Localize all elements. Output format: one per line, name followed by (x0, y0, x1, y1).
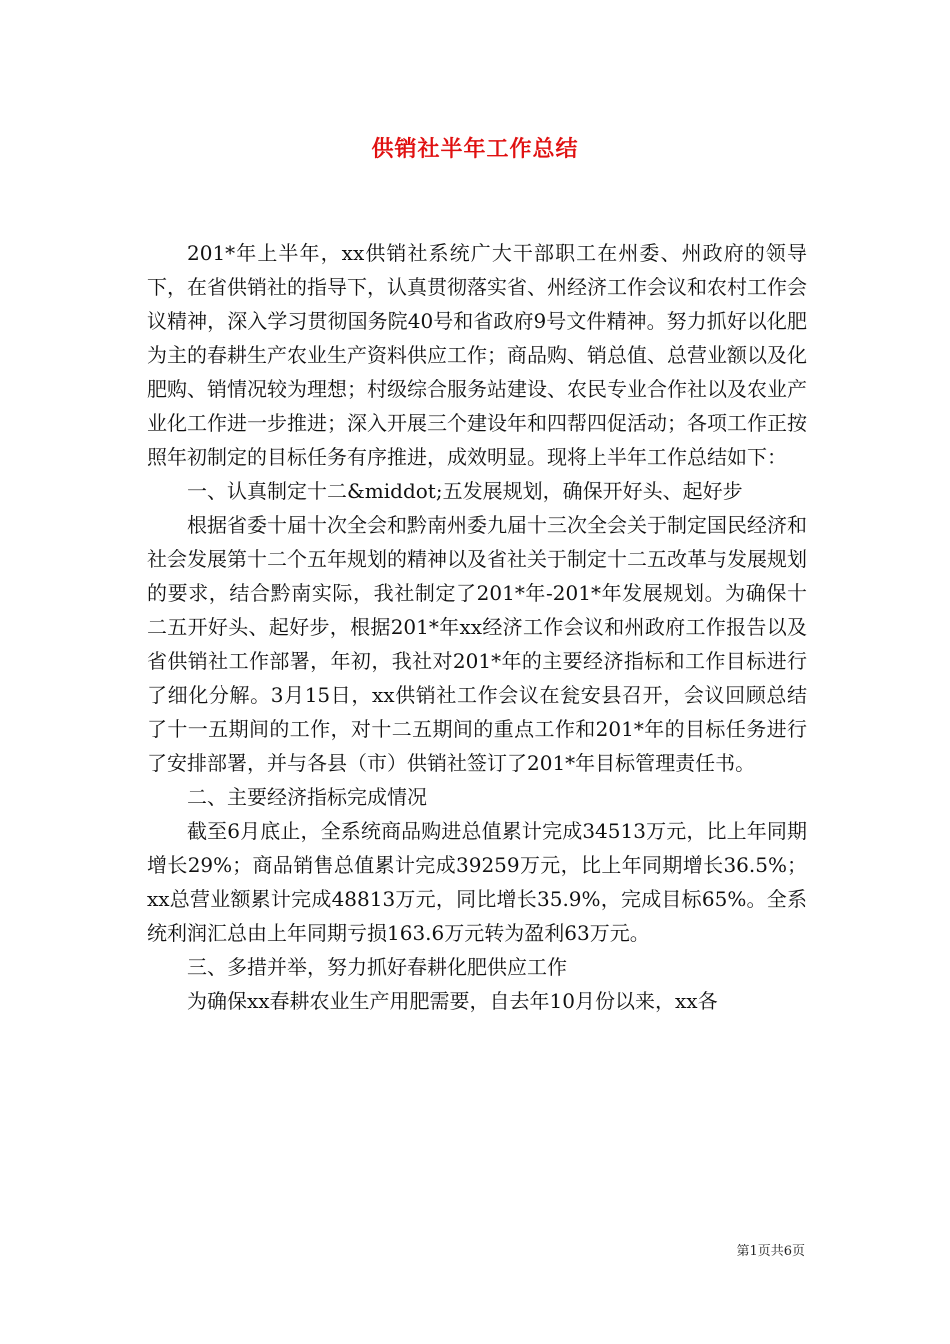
section-heading-3: 三、多措并举，努力抓好春耕化肥供应工作 (187, 955, 567, 979)
paragraph-fertilizer: 为确保xx春耕农业生产用肥需要，自去年10月份以来，xx各 (187, 989, 718, 1013)
paragraph-planning: 根据省委十届十次全会和黔南州委九届十三次全会关于制定国民经济和社会发展第十二个五年规划的精神以及省社关于制定十二五改革与发展规划的要求，结合黔南实际，我社制定了201*年-201*年发展规划。为确保十二五开好头、起好步，根据201*年xx经济工作会议和州政府工作报告以及省供销社工作部署，年初，我社对201*年的主要经济指标和工作目标进行了细化分解。3月15日，xx供销社工作会议在瓮安县召开，会议回顾总结了十一五期间的工作，对十二五期间的重点工作和201*年的目标任务进行了安排部署，并与各县（市）供销社签订了201*年目标管理责任书。 (147, 513, 807, 775)
paragraph-indicators: 截至6月底止，全系统商品购进总值累计完成34513万元，比上年同期增长29%；商品销售总值累计完成39259万元，比上年同期增长36.5%；xx总营业额累计完成48813万元，同比增长35.9%，完成目标65%。全系统利润汇总由上年同期亏损163.6万元转为盈利63万元。 (147, 819, 807, 945)
page-number: 第1页共6页 (736, 1244, 805, 1259)
document-title: 供销社半年工作总结 (371, 137, 579, 162)
paragraph-intro: 201*年上半年，xx供销社系统广大干部职工在州委、州政府的领导下，在省供销社的指导下，认真贯彻落实省、州经济工作会议和农村工作会议精神，深入学习贯彻国务院40号和省政府9号文件精神。努力抓好以化肥为主的春耕生产农业生产资料供应工作；商品购、销总值、总营业额以及化肥购、销情况较为理想；村级综合服务站建设、农民专业合作社以及农业产业化工作进一步推进；深入开展三个建设年和四帮四促活动；各项工作正按照年初制定的目标任务有序推进，成效明显。现将上半年工作总结如下： (147, 241, 807, 469)
document-body (147, 236, 807, 1018)
section-heading-2: 二、主要经济指标完成情况 (187, 785, 427, 809)
section-heading-1: 一、认真制定十二&middot;五发展规划，确保开好头、起好步 (187, 479, 743, 503)
